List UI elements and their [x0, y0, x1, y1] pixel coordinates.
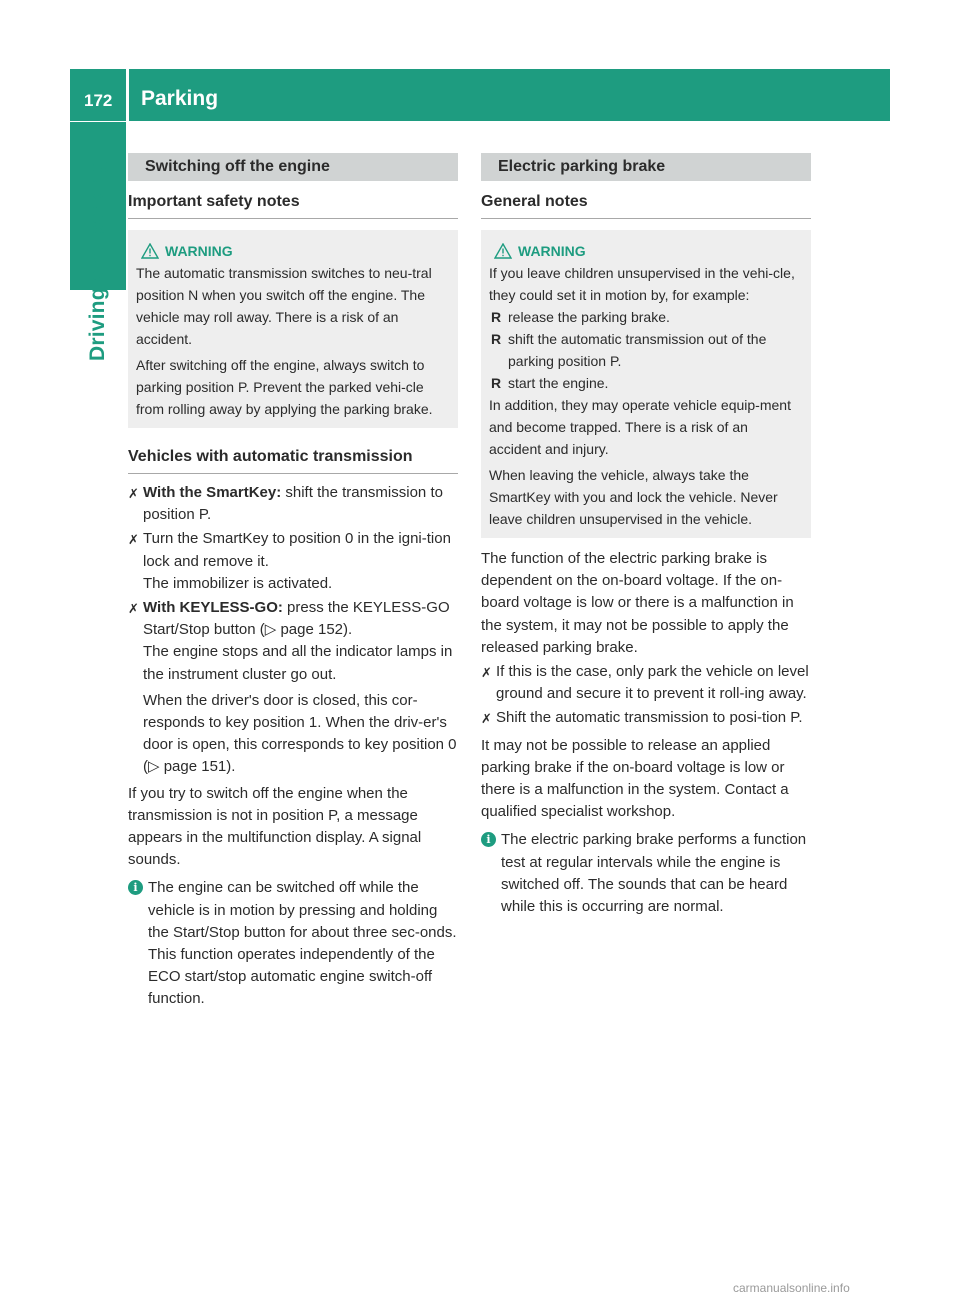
bullet-icon: R — [491, 375, 502, 391]
subheading-automatic-transmission: Vehicles with automatic transmission — [128, 448, 458, 474]
bullet-item: R release the parking brake. — [489, 306, 803, 328]
warning-title: WARNING — [489, 240, 803, 262]
header-divider — [126, 69, 129, 121]
warning-text: The automatic transmission switches to neu-tral position N when you switch off the engine. The vehicle may roll away. There is a risk of an accident. — [136, 265, 432, 347]
info-note: i The electric parking brake performs a function test at regular intervals while the engine is switched off. The sounds that can be heard while this is occurring are normal. — [481, 829, 811, 918]
arrow-icon: ✗ — [128, 486, 139, 501]
left-column — [128, 153, 458, 1011]
instruction-step: ✗ With the SmartKey: shift the transmission to position P. — [128, 482, 458, 526]
warning-title: WARNING — [136, 240, 450, 262]
body-content — [481, 548, 811, 918]
bullet-item: R shift the automatic transmission out of the parking position P. — [489, 328, 803, 372]
arrow-icon: ✗ — [481, 711, 492, 727]
bullet-item: R start the engine. — [489, 372, 803, 394]
bullet-icon: R — [491, 331, 502, 347]
info-note: i The engine can be switched off while the vehicle is in motion by pressing and holding the Start/Stop button for about three sec-onds. This function operates independently of the ECO start/stop automatic engine switch-off function. — [128, 877, 458, 1010]
section-title: Parking — [141, 87, 219, 110]
warning-text: In addition, they may operate vehicle equip-ment and become trapped. There is a risk of an accident and injury. — [489, 397, 791, 457]
arrow-icon: ✗ — [128, 601, 139, 617]
info-icon: i — [481, 832, 496, 847]
section-heading-parking-brake: Electric parking brake — [481, 153, 811, 181]
subheading-safety-notes: Important safety notes — [128, 193, 458, 219]
warning-box — [481, 230, 811, 538]
right-column — [481, 153, 811, 918]
instruction-step: ✗ Shift the automatic transmission to posi-tion P. — [481, 707, 811, 730]
warning-triangle-icon — [141, 243, 159, 259]
page-number: 172 — [84, 91, 113, 110]
bullet-icon: R — [491, 309, 502, 325]
subheading-general-notes: General notes — [481, 193, 811, 219]
watermark: carmanualsonline.info — [733, 1281, 850, 1295]
arrow-icon: ✗ — [481, 665, 492, 681]
section-heading-switching-off: Switching off the engine — [128, 153, 458, 181]
info-icon: i — [128, 880, 143, 895]
chapter-label: Driving and parking — [86, 160, 109, 361]
page-header — [70, 69, 890, 121]
warning-text: If you leave children unsupervised in the vehi-cle, they could set it in motion by, for example: — [489, 265, 795, 303]
instruction-step: ✗ Turn the SmartKey to position 0 in the igni-tion lock and remove it. The immobilizer is activated. — [128, 528, 458, 595]
arrow-icon: ✗ — [128, 532, 139, 548]
instruction-step: ✗ With KEYLESS-GO: press the KEYLESS-GO Start/Stop button (▷ page 152). The engine stops and all the indicator lamps in the instrument cluster go out. When the driver's door is closed, this cor-responds to key position 1. When the driv-er's door is open, this corresponds to key position 0 (▷ page 151). — [128, 597, 458, 779]
paragraph: It may not be possible to release an applied parking brake if the on-board voltage is low or there is a malfunction in the system. Contact a qualified specialist workshop. — [481, 736, 789, 821]
warning-triangle-icon — [494, 243, 512, 259]
instructions — [128, 482, 458, 1011]
warning-text: After switching off the engine, always switch to parking position P. Prevent the parked vehi-cle from rolling away by applying the parking brake. — [136, 357, 433, 417]
paragraph: The function of the electric parking brake is dependent on the on-board voltage. If the on-board voltage is low or there is a malfunction in the system, it may not be possible to apply the released parking brake. — [481, 550, 794, 656]
warning-text: When leaving the vehicle, always take the SmartKey with you and lock the vehicle. Never leave children unsupervised in the vehicle. — [489, 467, 778, 527]
instruction-step: ✗ If this is the case, only park the vehicle on level ground and secure it to prevent it roll-ing away. — [481, 661, 811, 705]
paragraph: If you try to switch off the engine when the transmission is not in position P, a message appears in the multifunction display. A signal sounds. — [128, 784, 422, 869]
warning-box — [128, 230, 458, 428]
